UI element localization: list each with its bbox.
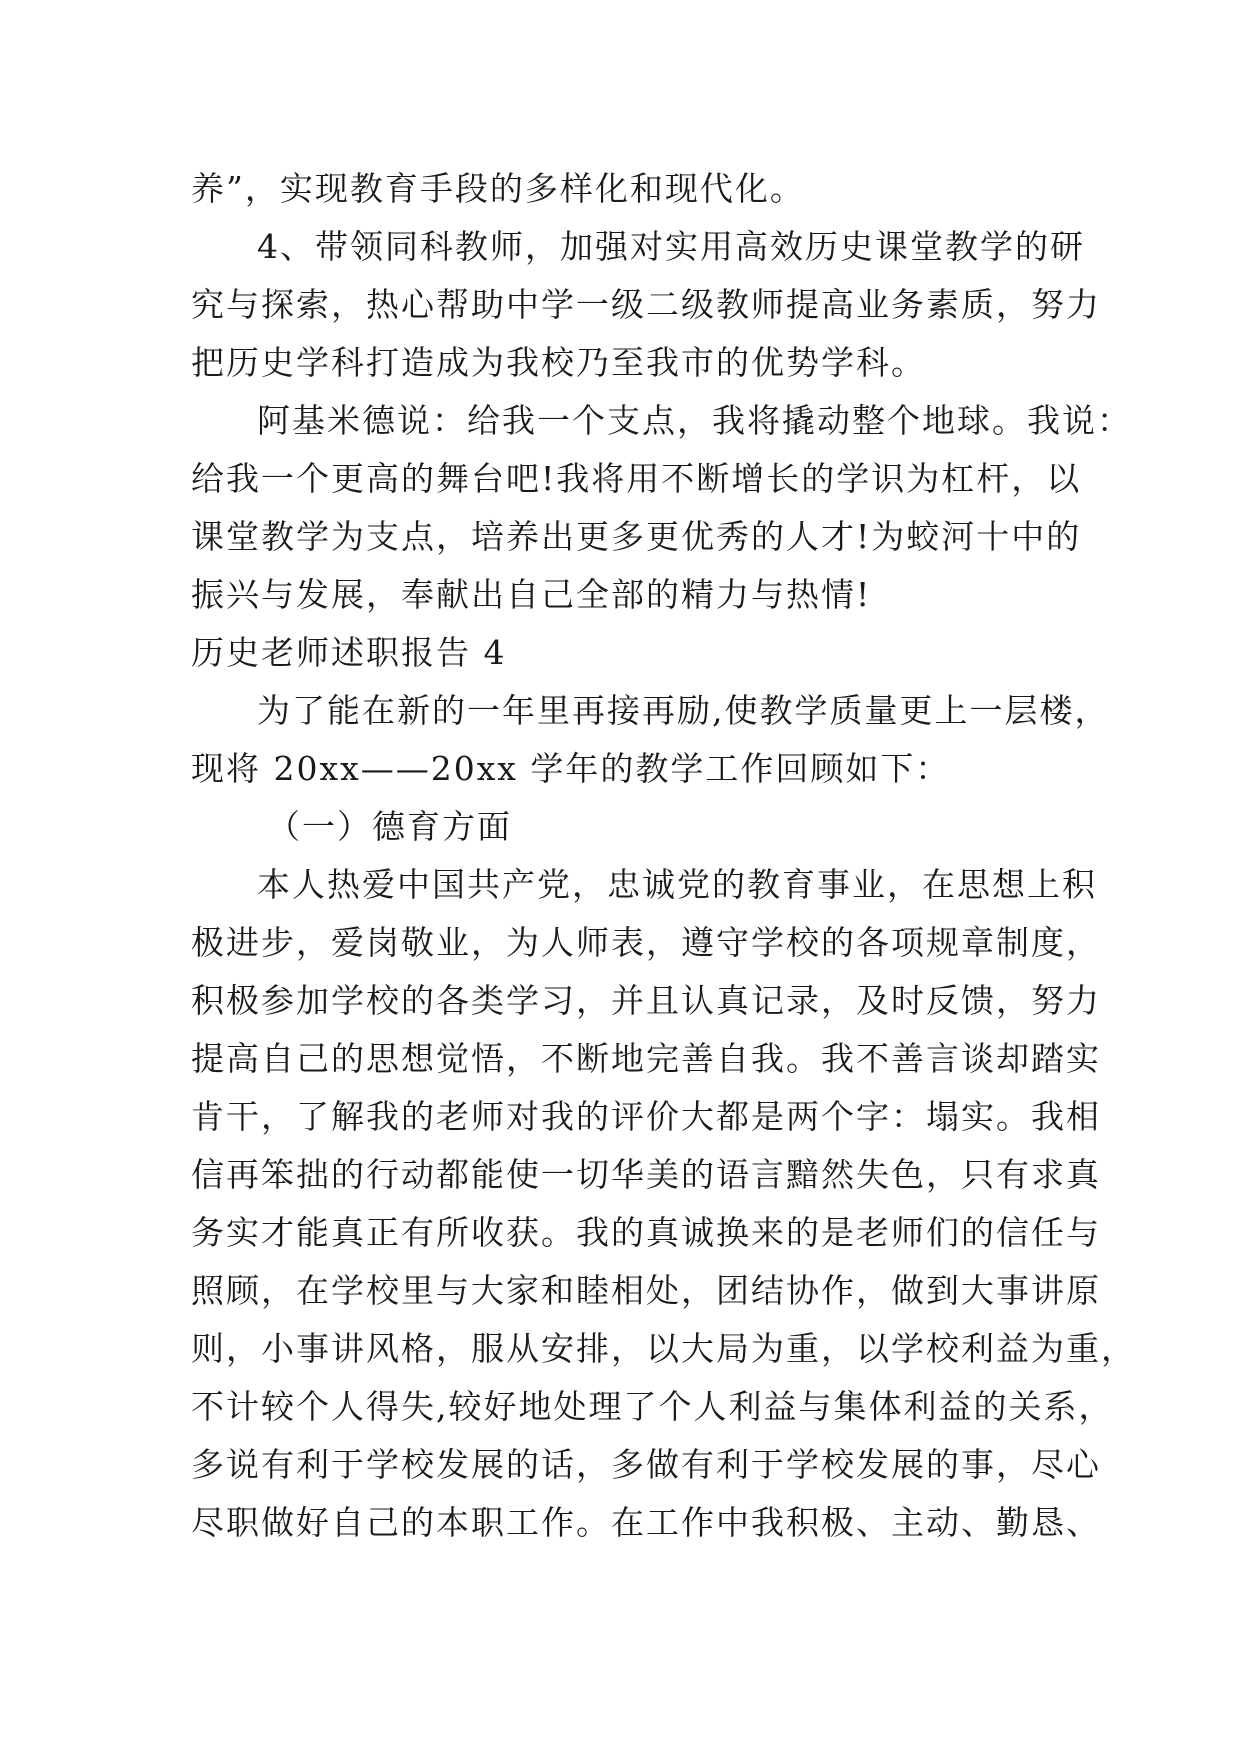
text-line: 课堂教学为支点，培养出更多更优秀的人才!为蛟河十中的 (191, 517, 1082, 556)
text-line: 振兴与发展，奉献出自己全部的精力与热情! (191, 575, 872, 614)
text-line: 信再笨拙的行动都能使一切华美的语言黯然失色，只有求真 (191, 1155, 1101, 1194)
text-line: 本人热爱中国共产党，忠诚党的教育事业，在思想上积 (257, 865, 1097, 904)
document-body (191, 160, 1136, 1552)
text-line: 4、带领同科教师，加强对实用高效历史课堂教学的研 (257, 227, 1085, 266)
text-line: 阿基米德说：给我一个支点，我将撬动整个地球。我说： (257, 401, 1132, 440)
text-line: 养”，实现教育手段的多样化和现代化。 (191, 169, 805, 208)
text-line: 多说有利于学校发展的话，多做有利于学校发展的事，尽心 (191, 1445, 1101, 1484)
subsection-heading: （一）德育方面 (267, 807, 512, 846)
text-line: 提高自己的思想觉悟，不断地完善自我。我不善言谈却踏实 (191, 1039, 1101, 1078)
text-line: 把历史学科打造成为我校乃至我市的优势学科。 (191, 343, 926, 382)
section-heading: 历史老师述职报告 4 (191, 633, 507, 672)
text-line: 不计较个人得失,较好地处理了个人利益与集体利益的关系， (191, 1387, 1114, 1426)
text-line: 尽职做好自己的本职工作。在工作中我积极、主动、勤恳、 (191, 1503, 1101, 1542)
text-line: 极进步，爱岗敬业，为人师表，遵守学校的各项规章制度， (191, 923, 1101, 962)
text-line: 给我一个更高的舞台吧!我将用不断增长的学识为杠杆，以 (191, 459, 1082, 498)
text-line: 照顾，在学校里与大家和睦相处，团结协作，做到大事讲原 (191, 1271, 1101, 1310)
text-line: 现将 20xx——20xx 学年的教学工作回顾如下： (191, 749, 951, 788)
text-line: 务实才能真正有所收获。我的真诚换来的是老师们的信任与 (191, 1213, 1101, 1252)
text-line: 究与探索，热心帮助中学一级二级教师提高业务素质，努力 (191, 285, 1101, 324)
text-line: 则，小事讲风格，服从安排，以大局为重，以学校利益为重， (191, 1329, 1136, 1368)
text-line: 为了能在新的一年里再接再励,使教学质量更上一层楼， (257, 691, 1110, 730)
text-line: 积极参加学校的各类学习，并且认真记录，及时反馈，努力 (191, 981, 1101, 1020)
text-line: 肯干，了解我的老师对我的评价大都是两个字：塌实。我相 (191, 1097, 1101, 1136)
